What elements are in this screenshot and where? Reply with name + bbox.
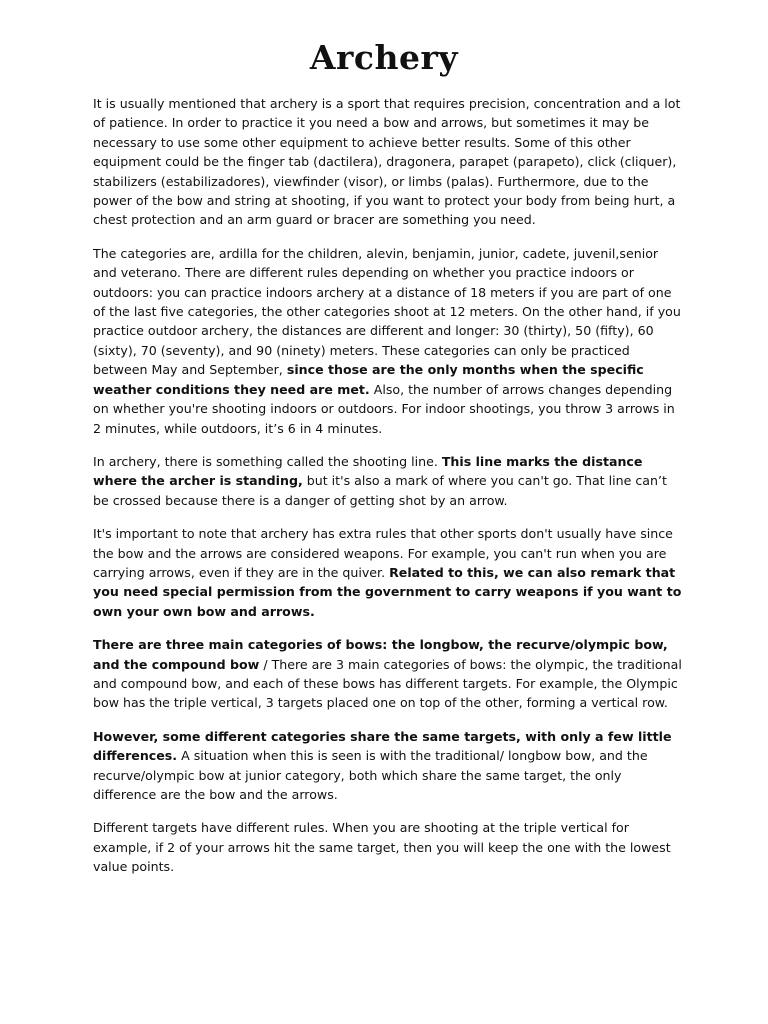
document-body [93,94,683,891]
paragraph-bold-text: There are three main categories of bows: the longbow, the recurve/olympic bow, and the compound bow [93,637,668,672]
paragraph-text: A situation when this is seen is with the traditional/ longbow bow, and the recurve/olympic bow at junior category, both which share the same target, the only difference are the bow and the arrows. [93,748,648,802]
paragraph-text: The categories are, ardilla for the children, alevin, benjamin, junior, cadete, juvenil,senior and veterano. There are different rules depending on whether you practice indoors or outdoors: you can practice indoors archery at a distance of 18 meters if you are part of one of the last five categories, the other categories shoot at 12 meters. On the other hand, if you practice outdoor archery, the distances are different and longer: 30 (thirty), 50 (fifty), 60 (sixty), 70 (seventy), and 90 (ninety) meters. These categories can only be practiced between May and September, [93,245,681,378]
paragraph-text: Different targets have different rules. When you are shooting at the triple vertical for example, if 2 of your arrows hit the same target, then you will keep the one with the lowest value points. [93,820,671,875]
paragraph-text: It is usually mentioned that archery is a sport that requires precision, concentration and a lot of patience. In order to practice it you need a bow and arrows, but sometimes it may be necessary to use some other equipment to achieve better results. Some of this other equipment could be the finger tab (dactilera), dragonera, parapet (parapeto), click (cliquer), stabilizers (estabilizadores), viewfinder (visor), or limbs (palas). Furthermore, due to the power of the bow and string at shooting, if you want to protect your body from being hurt, a chest protection and an arm guard or bracer are something you need. [93,96,681,228]
paragraph-bold-text: Related to this, we can also remark that you need special permission from the government to carry weapons if you want to own your own bow and arrows. [93,564,682,619]
paragraph-bold-text: This line marks the distance where the archer is standing, [93,453,643,489]
paragraph-text: but it's also a mark of where you can't go. That line can’t be crossed because there is a danger of getting shot by an arrow. [93,473,667,508]
paragraph-shooting-line [93,452,683,510]
paragraph-bold-text: since those are the only months when the specific weather conditions they need are met. [93,362,644,397]
paragraph-categories [93,244,683,438]
paragraph-bold-text: However, some different categories share the same targets, with only a few little differences. [93,728,672,764]
paragraph-target-rules [93,818,683,876]
paragraph-text: In archery, there is something called the shooting line. [93,453,442,469]
paragraph-text: It's important to note that archery has extra rules that other sports don't usually have since the bow and the arrows are considered weapons. For example, you can't run when you are carrying arrows, even if they are in the quiver. [93,526,673,580]
document-title: Archery [309,38,459,77]
paragraph-text: / There are 3 main categories of bows: the olympic, the traditional and compound bow, and each of these bows has different targets. For example, the Olympic bow has the triple vertical, 3 targets placed one on top of the other, forming a vertical row. [93,656,682,711]
paragraph-weapons-rules [93,524,683,621]
paragraph-bow-categories [93,635,683,713]
paragraph-equipment [93,94,683,230]
paragraph-text: Also, the number of arrows changes depending on whether you're shooting indoors or outdoors. For indoor shootings, you throw 3 arrows in 2 minutes, while outdoors, it’s 6 in 4 minutes. [93,381,675,436]
paragraph-shared-targets [93,727,683,805]
